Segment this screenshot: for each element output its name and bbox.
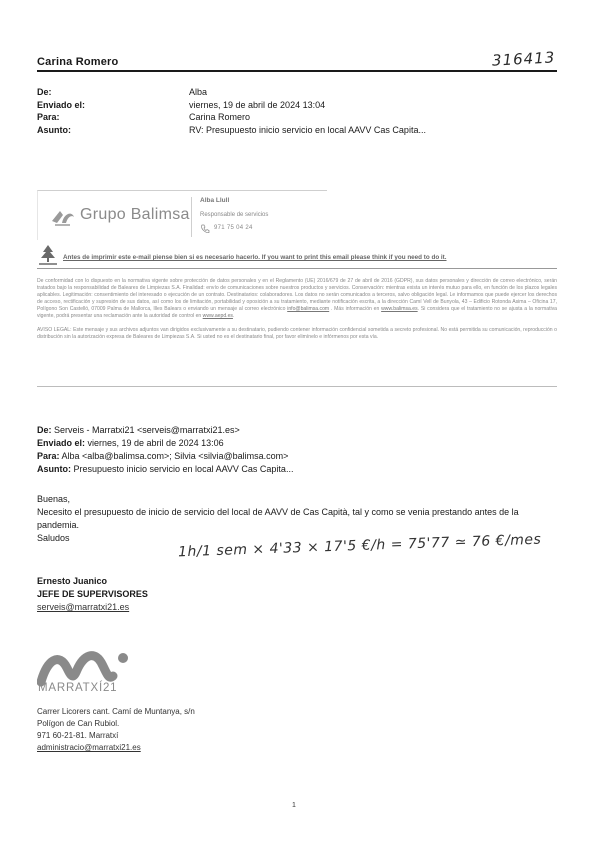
privacy-text-2: . Más información en — [329, 306, 382, 313]
meta-row-from — [37, 86, 426, 99]
info-email-link[interactable]: info@balimsa.com — [287, 306, 330, 313]
header-divider — [37, 70, 557, 72]
address-block — [37, 706, 195, 754]
balimsa-signature-card — [37, 190, 327, 240]
original-from-row — [37, 424, 293, 437]
address-line-3: 971 60-21-81. Marratxí — [37, 731, 119, 740]
aepd-link[interactable]: www.aepd.es — [202, 313, 233, 320]
original-sent-row — [37, 437, 293, 450]
balimsa-logo-text: Grupo Balimsa — [80, 206, 190, 223]
original-to-row — [37, 450, 293, 463]
handwritten-reference: 316413 — [491, 48, 556, 70]
original-sent-value: viernes, 19 de abril de 2024 13:06 — [85, 438, 224, 448]
privacy-text-3: . Si considera que el tratamiento no se ajusta a la normativa vigente, podrá presentar una reclamación ante la autoridad de control en — [37, 306, 558, 320]
sent-label: Enviado el: — [37, 99, 86, 110]
address-line-2: Polígon de Can Rubiol. — [37, 719, 120, 728]
forward-header — [37, 86, 426, 136]
privacy-paragraph — [37, 278, 557, 321]
print-notice-divider — [37, 268, 557, 269]
closing: Saludos — [37, 533, 70, 543]
balimsa-logo-icon — [50, 207, 76, 227]
address-line-1: Carrer Licorers cant. Camí de Muntanya, s/n — [37, 707, 195, 716]
meta-row-sent — [37, 99, 426, 112]
signature-person-title: JEFE DE SUPERVISORES — [37, 589, 148, 599]
original-to-label: Para: — [37, 451, 60, 461]
original-from-value: Serveis - Marratxi21 <serveis@marratxi21.es> — [51, 425, 240, 435]
legal-disclaimer — [37, 278, 557, 347]
balimsa-site-link[interactable]: www.balimsa.es — [381, 306, 418, 313]
original-subject-value: Presupuesto inicio servicio en local AAVV Cas Capita... — [71, 464, 294, 474]
print-notice-text: Antes de imprimir este e-mail piense bien si es necesario hacerlo. If you want to print this email please think if you need to do it. — [63, 254, 447, 261]
administracio-email-link[interactable]: administracio@marratxi21.es — [37, 743, 141, 752]
page-number: 1 — [292, 802, 296, 809]
meta-row-to — [37, 111, 426, 124]
legal-divider — [37, 386, 557, 387]
original-email-header — [37, 424, 293, 476]
original-subject-row — [37, 463, 293, 476]
signature-divider — [191, 197, 192, 237]
to-value: Carina Romero — [189, 112, 251, 122]
to-label: Para: — [37, 112, 60, 122]
handwritten-calculation: 1h/1 sem × 4'33 × 17'5 €/h = 75'77 ≃ 76 €/mes — [177, 531, 542, 561]
signature-phone: 971 75 04 24 — [214, 225, 253, 231]
original-sent-label: Enviado el: — [37, 438, 86, 448]
original-from-label: De: — [37, 425, 52, 435]
body-message: Necesito el presupuesto de inicio de servicio del local de AAVV de Cas Capità, tal y como se venia prestando antes de la pandemia. — [37, 507, 519, 530]
from-value: Alba — [189, 87, 208, 97]
original-to-value: Alba <alba@balimsa.com>; Silvia <silvia@balimsa.com> — [59, 451, 289, 461]
tree-icon — [37, 244, 59, 266]
sender-name: Carina Romero — [37, 56, 119, 68]
subject-value: RV: Presupuesto inicio servicio en local AAVV Cas Capita... — [189, 124, 426, 135]
sender-signature — [37, 575, 148, 614]
from-label: De: — [37, 87, 52, 97]
marratxi-logo-text: MARRATXÍ21 — [38, 682, 118, 694]
greeting: Buenas, — [37, 494, 71, 504]
privacy-text: De conformidad con lo dispuesto en la normativa vigente sobre protección de datos personales y en el Reglamento (UE) 2016/679 de 27 de abril de 2016 (GDPR), sus datos personales y dirección de correo electrónico, serán tratados bajo la responsabilidad de Baleares de Limpiezas S.A. Finalidad: envío de comunicaciones sobre nuestros productos y servicios. Conservación: mientras exista un interés mutuo para ello, en función de los plazos legales aplicables. Legitimación: consentimiento del interesado o ejecución de un contrato. Destinatarios: colaboradores. Los datos no serán comunicados a terceros, salvo obligación legal. Le informamos que puede ejercer los derechos de acceso, rectificación y supresión de sus datos, así como los de limitación, portabilidad y oposición a su tratamiento, mediante notificación escrita, a la dirección Camí Vell de Bunyola, 43 – Edificio Rotonda Asima – Oficina 17, Polígono Son Castelló, 07009 Palma de Mallorca, Illes Balears o enviando un mensaje al correo electrónico — [37, 278, 557, 313]
meta-row-subject — [37, 124, 426, 137]
original-subject-label: Asunto: — [37, 464, 71, 474]
signature-role: Responsable de servicios — [200, 212, 269, 218]
signature-name: Alba Llull — [200, 197, 230, 204]
phone-icon — [200, 224, 210, 234]
signature-person-name: Ernesto Juanico — [37, 576, 108, 586]
signature-email-link[interactable]: serveis@marratxi21.es — [37, 602, 130, 612]
subject-label: Asunto: — [37, 124, 71, 135]
privacy-text-4: . — [232, 313, 235, 320]
print-notice — [37, 242, 557, 268]
sent-value: viernes, 19 de abril de 2024 13:04 — [189, 99, 326, 110]
legal-notice-paragraph: AVISO LEGAL: Este mensaje y sus archivos adjuntos van dirigidos exclusivamente a su destinatario, pudiendo contener información confidencial sometida a secreto profesional. No está permitida su comunicación, reproducción o distribución sin la autorización expresa de Baleares de Limpiezas S.A. Si usted no es el destinatario final, por favor elimínelo e infórmenos por esta vía. — [37, 326, 557, 340]
